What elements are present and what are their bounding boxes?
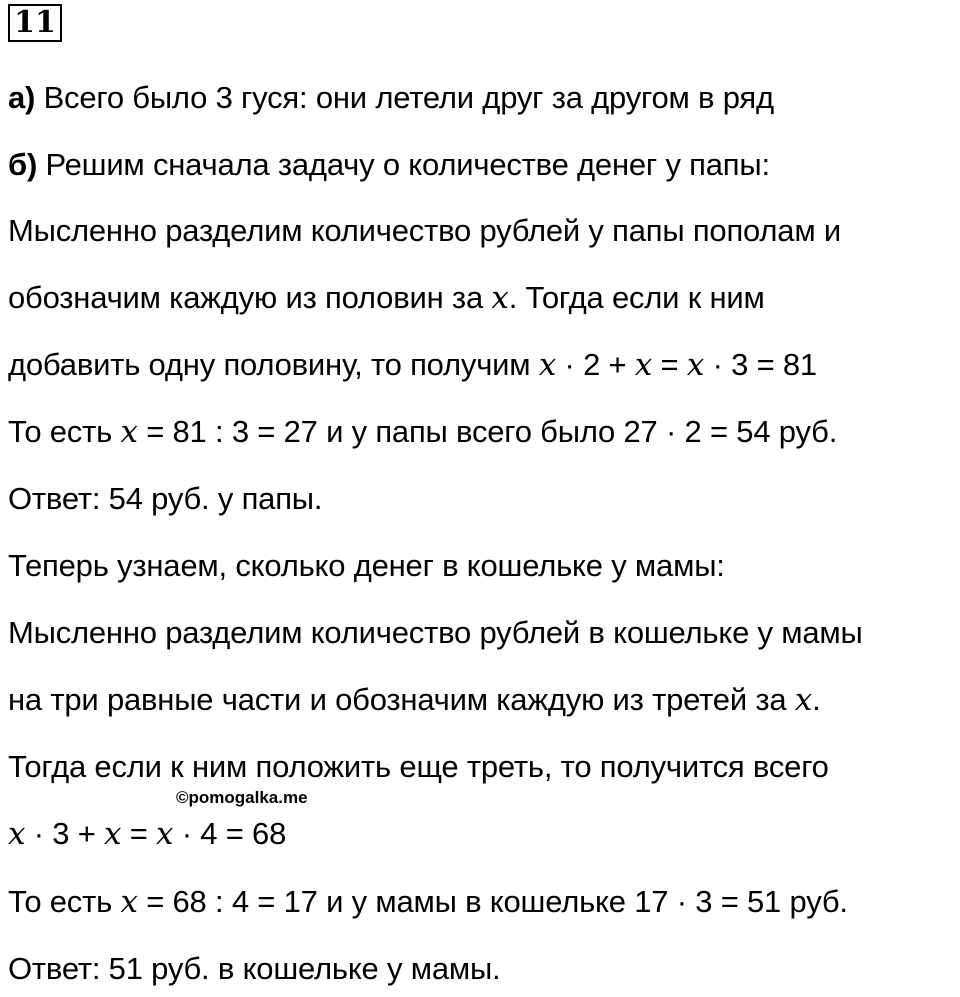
text-segment: · 3 +	[25, 816, 105, 851]
text-segment: .	[812, 682, 821, 717]
variable-x: x	[156, 816, 174, 852]
text-segment: · 3 = 81	[704, 347, 817, 382]
line-part-b	[8, 147, 770, 183]
line-8: Теперь узнаем, сколько денег в кошельке у мамы:	[8, 548, 725, 583]
line-6	[8, 414, 837, 450]
text-segment: = 81 : 3 = 27 и у папы всего было 27 · 2 = 54 руб.	[137, 414, 838, 449]
line-4	[8, 280, 765, 316]
variable-x: x	[686, 347, 705, 383]
part-b-intro: Решим сначала задачу о количестве денег у папы:	[37, 147, 770, 182]
text-segment: То есть	[8, 414, 121, 449]
variable-x: x	[634, 347, 653, 383]
variable-x: x	[120, 414, 138, 450]
text-segment: обозначим каждую из половин за	[8, 280, 492, 315]
text-segment: · 4 = 68	[173, 816, 287, 851]
variable-x: x	[8, 816, 26, 852]
text-segment: То есть	[8, 884, 121, 919]
watermark: ©pomogalka.me	[176, 788, 308, 807]
text-segment: на три равные части и обозначим каждую из третей за	[8, 682, 795, 717]
variable-x: x	[120, 884, 138, 920]
text-segment: = 68 : 4 = 17 и у мамы в кошельке 17 · 3 = 51 руб.	[137, 884, 848, 919]
text-segment: · 2 +	[556, 347, 635, 382]
line-11: Тогда если к ним положить еще треть, то получится всего	[8, 749, 829, 784]
task-number-box: 11	[8, 4, 62, 42]
line-10	[8, 682, 821, 718]
answer-a-text: Всего было 3 гуся: они летели друг за другом в ряд	[35, 80, 774, 115]
line-9: Мысленно разделим количество рублей в кошельке у мамы	[8, 615, 863, 650]
label-b: б)	[8, 147, 38, 182]
answer-papa: Ответ: 54 руб. у папы.	[8, 481, 323, 516]
answer-mama: Ответ: 51 руб. в кошельке у мамы.	[8, 951, 501, 986]
variable-x: x	[794, 682, 813, 718]
variable-x: x	[104, 816, 122, 852]
line-3: Мысленно разделим количество рублей у папы пополам и	[8, 213, 841, 248]
variable-x: x	[538, 347, 557, 383]
variable-x: x	[491, 280, 509, 316]
line-5-equation	[8, 347, 817, 383]
text-segment: =	[652, 347, 687, 382]
line-12-equation	[8, 816, 286, 852]
text-segment: . Тогда если к ним	[508, 280, 765, 315]
label-a: а)	[8, 80, 36, 115]
text-segment: =	[121, 816, 157, 851]
text-segment: добавить одну половину, то получим	[8, 347, 539, 382]
line-part-a	[8, 80, 774, 116]
line-13	[8, 884, 848, 920]
